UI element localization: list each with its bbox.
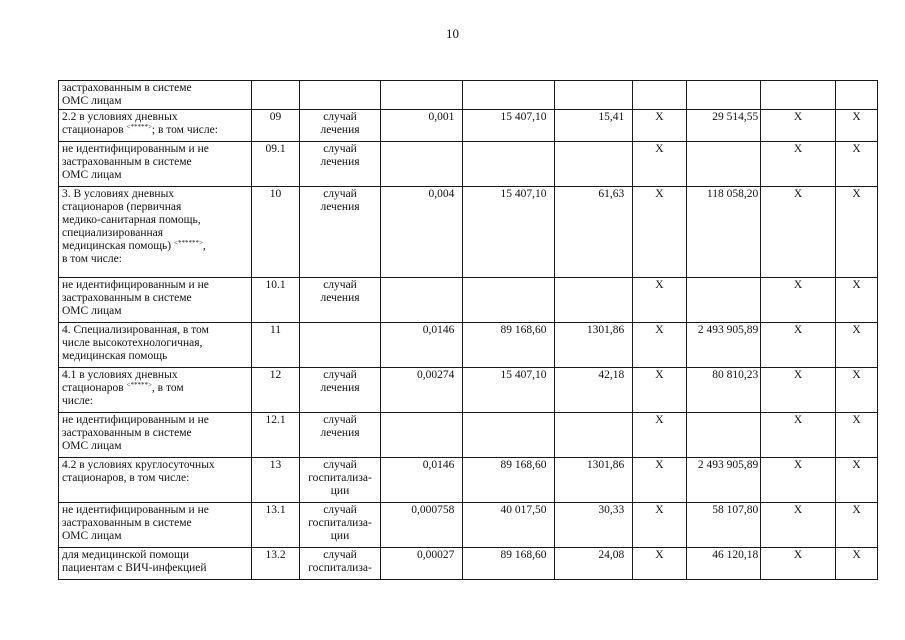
cell-unit: случай лечения: [299, 110, 381, 142]
cell-x3: X: [835, 110, 877, 142]
name-text: 4. Специализированная, в том числе высокотехнологичная, медицинская помощь: [62, 324, 209, 362]
table-row: [59, 503, 878, 548]
footnote-mark: <******>: [174, 239, 203, 247]
table-row: [59, 368, 878, 413]
cell-name: [59, 503, 252, 548]
cell-code: 13: [252, 458, 299, 503]
cell-cost: 89 168,60: [463, 458, 555, 503]
cell-x2: [761, 81, 836, 110]
cell-per-capita: [555, 142, 633, 187]
cell-norm: [381, 142, 463, 187]
cell-unit: случай лечения: [299, 187, 381, 278]
cell-amount: 29 514,55: [686, 110, 761, 142]
cell-code: 09.1: [252, 142, 299, 187]
cell-name: [59, 142, 252, 187]
cell-unit: [299, 323, 381, 368]
name-text: застрахованным в системе ОМС лицам: [62, 82, 192, 107]
cell-unit: случай лечения: [299, 142, 381, 187]
cell-per-capita: [555, 278, 633, 323]
cell-x1: X: [633, 368, 686, 413]
name-text: не идентифицированным и не застрахованным в системе ОМС лицам: [62, 504, 209, 542]
cell-per-capita: 15,41: [555, 110, 633, 142]
table-row: [59, 81, 878, 110]
name-text-after: , в том числе:: [62, 240, 206, 265]
cell-name: [59, 110, 252, 142]
table-row: [59, 413, 878, 458]
name-text: 2.2 в условиях дневных стационаров: [62, 111, 178, 136]
table-row: [59, 110, 878, 142]
name-text: не идентифицированным и не застрахованным в системе ОМС лицам: [62, 279, 209, 317]
cell-norm: 0,000758: [381, 503, 463, 548]
cell-x1: X: [633, 187, 686, 278]
cell-x2: X: [761, 187, 836, 278]
table-row: [59, 278, 878, 323]
cell-x2: X: [761, 503, 836, 548]
cell-per-capita: 42,18: [555, 368, 633, 413]
cell-cost: 89 168,60: [463, 323, 555, 368]
cell-per-capita: 61,63: [555, 187, 633, 278]
cell-code: [252, 81, 299, 110]
cell-name: [59, 548, 252, 580]
cell-code: 09: [252, 110, 299, 142]
cell-amount: [686, 278, 761, 323]
footnote-mark: <*****>: [126, 123, 152, 131]
cell-per-capita: 1301,86: [555, 458, 633, 503]
cell-x3: X: [835, 413, 877, 458]
cell-norm: [381, 81, 463, 110]
cell-unit: случай лечения: [299, 278, 381, 323]
table-row: [59, 323, 878, 368]
cell-name: [59, 413, 252, 458]
name-text: для медицинской помощи пациентам с ВИЧ-инфекцией: [62, 549, 207, 574]
cell-x2: X: [761, 548, 836, 580]
cell-x3: X: [835, 368, 877, 413]
cell-amount: 46 120,18: [686, 548, 761, 580]
cell-amount: 118 058,20: [686, 187, 761, 278]
cell-amount: [686, 81, 761, 110]
cell-x2: X: [761, 142, 836, 187]
cell-x2: X: [761, 458, 836, 503]
cell-norm: 0,00274: [381, 368, 463, 413]
cell-name: [59, 187, 252, 278]
cell-name: [59, 81, 252, 110]
name-text: 3. В условиях дневных стационаров (первичная медико-санитарная помощь, специализированная медицинская помощь): [62, 188, 201, 252]
cell-x3: X: [835, 503, 877, 548]
cell-x3: X: [835, 548, 877, 580]
cell-cost: 15 407,10: [463, 110, 555, 142]
cell-code: 12.1: [252, 413, 299, 458]
cell-name: [59, 278, 252, 323]
table-row: [59, 187, 878, 278]
cell-name: [59, 323, 252, 368]
cell-norm: 0,00027: [381, 548, 463, 580]
cell-cost: [463, 413, 555, 458]
cell-x1: X: [633, 503, 686, 548]
footnote-mark: <*****>: [126, 381, 152, 389]
name-text: 4.2 в условиях круглосуточных стационаров, в том числе:: [62, 459, 215, 484]
cell-code: 10.1: [252, 278, 299, 323]
cell-x3: X: [835, 142, 877, 187]
cell-unit: случай госпитализа- ции: [299, 503, 381, 548]
cell-unit: случай госпитализа- ции: [299, 458, 381, 503]
cell-x2: X: [761, 278, 836, 323]
cell-x3: X: [835, 278, 877, 323]
cell-norm: [381, 413, 463, 458]
cell-x2: X: [761, 413, 836, 458]
cell-cost: [463, 278, 555, 323]
cell-x1: X: [633, 458, 686, 503]
cell-cost: 89 168,60: [463, 548, 555, 580]
cell-cost: 15 407,10: [463, 368, 555, 413]
cell-per-capita: 1301,86: [555, 323, 633, 368]
cell-x1: X: [633, 548, 686, 580]
cell-per-capita: 24,08: [555, 548, 633, 580]
cell-x1: X: [633, 413, 686, 458]
cell-x1: X: [633, 142, 686, 187]
cell-amount: 2 493 905,89: [686, 458, 761, 503]
cell-unit: случай лечения: [299, 413, 381, 458]
cell-x2: X: [761, 368, 836, 413]
table-row: [59, 142, 878, 187]
cell-per-capita: [555, 413, 633, 458]
cell-norm: 0,004: [381, 187, 463, 278]
cell-x1: [633, 81, 686, 110]
cell-code: 12: [252, 368, 299, 413]
cell-x1: X: [633, 323, 686, 368]
cell-amount: 58 107,80: [686, 503, 761, 548]
cell-code: 13.1: [252, 503, 299, 548]
cell-x3: X: [835, 458, 877, 503]
cell-cost: 40 017,50: [463, 503, 555, 548]
cell-cost: 15 407,10: [463, 187, 555, 278]
page-number: 10: [446, 26, 459, 41]
cell-code: 13.2: [252, 548, 299, 580]
cell-norm: 0,001: [381, 110, 463, 142]
cell-x1: X: [633, 278, 686, 323]
cell-norm: [381, 278, 463, 323]
name-text: 4.1 в условиях дневных стационаров: [62, 369, 178, 394]
table-body: [59, 81, 878, 580]
cell-code: 10: [252, 187, 299, 278]
cell-x2: X: [761, 110, 836, 142]
cell-name: [59, 458, 252, 503]
cell-amount: 80 810,23: [686, 368, 761, 413]
cell-cost: [463, 142, 555, 187]
cell-x3: [835, 81, 877, 110]
cell-unit: случай госпитализа-: [299, 548, 381, 580]
cell-per-capita: [555, 81, 633, 110]
cell-name: [59, 368, 252, 413]
cell-per-capita: 30,33: [555, 503, 633, 548]
name-text-after: , в том числе:: [62, 382, 184, 407]
cell-unit: [299, 81, 381, 110]
tariff-table: [58, 80, 878, 580]
cell-norm: 0,0146: [381, 458, 463, 503]
cell-amount: [686, 142, 761, 187]
cell-x1: X: [633, 110, 686, 142]
cell-unit: случай лечения: [299, 368, 381, 413]
name-text: не идентифицированным и не застрахованным в системе ОМС лицам: [62, 414, 209, 452]
cell-x3: X: [835, 323, 877, 368]
name-text: не идентифицированным и не застрахованным в системе ОМС лицам: [62, 143, 209, 181]
cell-norm: 0,0146: [381, 323, 463, 368]
table-row: [59, 458, 878, 503]
table-row: [59, 548, 878, 580]
cell-x3: X: [835, 187, 877, 278]
name-text-after: ; в том числе:: [151, 124, 218, 136]
cell-amount: [686, 413, 761, 458]
cell-code: 11: [252, 323, 299, 368]
cell-x2: X: [761, 323, 836, 368]
cell-amount: 2 493 905,89: [686, 323, 761, 368]
cell-cost: [463, 81, 555, 110]
